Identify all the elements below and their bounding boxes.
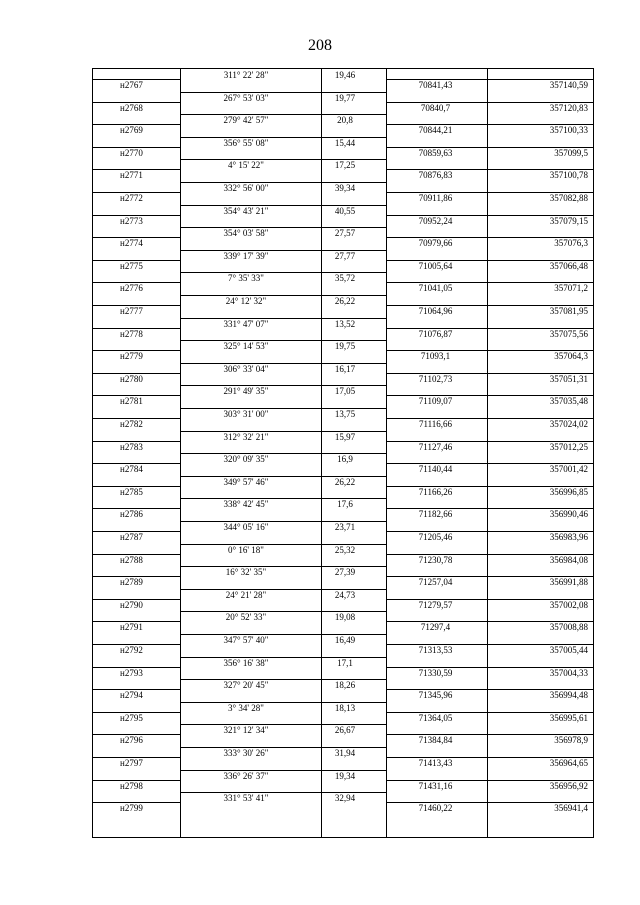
point-y-coordinate: 356984,08 bbox=[549, 554, 588, 565]
leg-bearing: 24° 21' 28" bbox=[225, 589, 267, 600]
point-x-coordinate: 71297,4 bbox=[420, 622, 451, 633]
point-y-coordinate: 357100,78 bbox=[549, 170, 588, 181]
point-y-coordinate: 357100,33 bbox=[549, 125, 588, 136]
point-name: н2783 bbox=[120, 441, 143, 452]
point-name: н2768 bbox=[120, 102, 143, 113]
leg-distance: 16,9 bbox=[337, 454, 353, 465]
leg-bearing: 356° 16' 38" bbox=[223, 657, 269, 668]
point-name: н2778 bbox=[120, 328, 143, 339]
leg-distance: 27,77 bbox=[334, 250, 356, 261]
leg-bearing: 354° 43' 21" bbox=[223, 205, 269, 216]
leg-bearing: 20° 52' 33" bbox=[225, 612, 267, 623]
leg-bearing: 7° 35' 33" bbox=[228, 273, 264, 284]
point-name: н2777 bbox=[120, 306, 143, 316]
leg-distance: 31,94 bbox=[334, 748, 356, 758]
point-name: н2798 bbox=[120, 780, 143, 791]
leg-bearing: 16° 32' 35" bbox=[225, 567, 267, 578]
point-name: н2781 bbox=[120, 396, 143, 407]
point-name: н2782 bbox=[120, 419, 143, 429]
leg-distance: 13,52 bbox=[334, 318, 356, 329]
point-name: н2793 bbox=[120, 667, 143, 678]
point-y-coordinate: 357076,3 bbox=[554, 238, 588, 249]
point-y-coordinate: 357099,5 bbox=[554, 147, 588, 158]
leg-bearing: 303° 31' 00" bbox=[223, 409, 269, 419]
point-y-coordinate: 357001,42 bbox=[549, 464, 588, 475]
point-y-coordinate: 357008,88 bbox=[549, 622, 588, 633]
leg-distance: 40,55 bbox=[334, 205, 356, 216]
point-x-coordinate: 71279,57 bbox=[418, 599, 453, 610]
point-x-coordinate: 71257,04 bbox=[418, 577, 453, 588]
point-y-coordinate: 357081,95 bbox=[549, 306, 588, 316]
leg-bearing: 291° 49' 35" bbox=[223, 386, 269, 397]
point-x-coordinate: 71140,44 bbox=[418, 464, 453, 475]
point-name: н2774 bbox=[120, 238, 143, 249]
point-name: н2776 bbox=[120, 283, 143, 294]
leg-distance: 24,73 bbox=[334, 589, 356, 600]
point-x-coordinate: 70979,66 bbox=[418, 238, 453, 249]
point-x-coordinate: 71431,16 bbox=[418, 780, 453, 791]
point-y-coordinate: 356941,4 bbox=[554, 803, 588, 814]
point-x-coordinate: 71182,66 bbox=[418, 509, 453, 520]
leg-bearing: 279° 42' 57" bbox=[223, 115, 269, 126]
point-x-coordinate: 71109,07 bbox=[418, 396, 453, 407]
point-y-coordinate: 356983,96 bbox=[549, 532, 588, 542]
point-y-coordinate: 356994,48 bbox=[549, 690, 588, 701]
point-y-coordinate: 357005,44 bbox=[549, 645, 588, 655]
leg-distance: 20,8 bbox=[337, 115, 353, 126]
point-x-coordinate: 70844,21 bbox=[418, 125, 453, 136]
point-name: н2775 bbox=[120, 260, 143, 271]
point-y-coordinate: 357002,08 bbox=[549, 599, 588, 610]
point-x-coordinate: 71116,66 bbox=[418, 419, 453, 429]
leg-bearing: 3° 34' 28" bbox=[228, 702, 264, 713]
leg-distance: 13,75 bbox=[334, 409, 356, 419]
point-x-coordinate: 70840,7 bbox=[420, 102, 451, 113]
page-number: 208 bbox=[308, 37, 332, 54]
point-name: н2790 bbox=[120, 599, 143, 610]
leg-bearing: 312° 32' 21" bbox=[223, 431, 269, 442]
leg-distance: 15,97 bbox=[334, 431, 356, 442]
point-name: н2779 bbox=[120, 351, 143, 362]
point-name: н2795 bbox=[120, 712, 143, 723]
point-x-coordinate: 71093,1 bbox=[420, 351, 451, 362]
point-x-coordinate: 71313,53 bbox=[418, 645, 453, 655]
point-name: н2773 bbox=[120, 215, 143, 226]
point-x-coordinate: 71005,64 bbox=[418, 260, 453, 271]
coordinates-table bbox=[92, 68, 594, 838]
point-x-coordinate: 71127,46 bbox=[418, 441, 453, 452]
point-name: н2767 bbox=[120, 80, 143, 90]
point-name: н2796 bbox=[120, 735, 143, 746]
point-y-coordinate: 356996,85 bbox=[549, 486, 588, 497]
leg-distance: 27,39 bbox=[334, 567, 356, 578]
point-x-coordinate: 71460,22 bbox=[418, 803, 453, 814]
point-y-coordinate: 357120,83 bbox=[549, 102, 588, 113]
leg-distance: 35,72 bbox=[334, 273, 356, 284]
leg-distance: 26,67 bbox=[334, 725, 356, 736]
point-x-coordinate: 71364,05 bbox=[418, 712, 453, 723]
leg-bearing: 336° 26' 37" bbox=[223, 770, 269, 781]
point-y-coordinate: 356978,9 bbox=[554, 735, 588, 746]
point-name: н2770 bbox=[120, 147, 143, 158]
point-name: н2794 bbox=[120, 690, 143, 701]
point-y-coordinate: 357024,02 bbox=[549, 419, 588, 429]
point-name: н2789 bbox=[120, 577, 143, 588]
point-y-coordinate: 356991,88 bbox=[549, 577, 588, 588]
point-y-coordinate: 357075,56 bbox=[549, 328, 588, 339]
point-name: н2797 bbox=[120, 758, 143, 768]
point-y-coordinate: 357012,25 bbox=[549, 441, 588, 452]
point-x-coordinate: 71413,43 bbox=[418, 758, 453, 768]
point-x-coordinate: 71345,96 bbox=[418, 690, 453, 701]
leg-distance: 19,77 bbox=[334, 92, 356, 103]
leg-distance: 32,94 bbox=[334, 793, 356, 804]
point-x-coordinate: 70841,43 bbox=[418, 80, 453, 90]
leg-distance: 18,13 bbox=[334, 702, 356, 713]
point-x-coordinate: 71102,73 bbox=[418, 373, 453, 384]
point-name: н2780 bbox=[120, 373, 143, 384]
leg-bearing: 325° 14' 53" bbox=[223, 341, 269, 352]
point-name: н2786 bbox=[120, 509, 143, 520]
leg-bearing: 321° 12' 34" bbox=[223, 725, 269, 736]
leg-bearing: 347° 57' 40" bbox=[223, 635, 269, 645]
point-y-coordinate: 357082,88 bbox=[549, 193, 588, 203]
point-name: н2772 bbox=[120, 193, 143, 203]
point-y-coordinate: 357066,48 bbox=[549, 260, 588, 271]
leg-bearing: 311° 22' 28" bbox=[223, 70, 269, 80]
point-x-coordinate: 71330,59 bbox=[418, 667, 453, 678]
point-y-coordinate: 357064,3 bbox=[554, 351, 588, 362]
point-y-coordinate: 357051,31 bbox=[549, 373, 588, 384]
leg-bearing: 333° 30' 26" bbox=[223, 748, 269, 758]
leg-bearing: 0° 16' 18" bbox=[228, 544, 264, 555]
point-x-coordinate: 71166,26 bbox=[418, 486, 453, 497]
leg-bearing: 320° 09' 35" bbox=[223, 454, 269, 465]
point-x-coordinate: 71230,78 bbox=[418, 554, 453, 565]
leg-bearing: 327° 20' 45" bbox=[223, 680, 269, 691]
point-y-coordinate: 356964,65 bbox=[549, 758, 588, 768]
leg-bearing: 331° 53' 41" bbox=[223, 793, 269, 804]
point-name: н2771 bbox=[120, 170, 143, 181]
point-name: н2791 bbox=[120, 622, 143, 633]
point-name: н2799 bbox=[120, 803, 143, 814]
point-y-coordinate: 357071,2 bbox=[554, 283, 588, 294]
leg-bearing: 349° 57' 46" bbox=[223, 476, 269, 487]
point-y-coordinate: 357140,59 bbox=[549, 80, 588, 90]
point-name: н2769 bbox=[120, 125, 143, 136]
leg-distance: 26,22 bbox=[334, 476, 356, 487]
point-x-coordinate: 71076,87 bbox=[418, 328, 453, 339]
leg-distance: 15,44 bbox=[334, 137, 356, 148]
leg-bearing: 338° 42' 45" bbox=[223, 499, 269, 510]
point-y-coordinate: 357004,33 bbox=[549, 667, 588, 678]
leg-distance: 16,17 bbox=[334, 363, 356, 374]
leg-distance: 17,6 bbox=[337, 499, 353, 510]
leg-bearing: 24° 12' 32" bbox=[225, 296, 267, 306]
leg-bearing: 306° 33' 04" bbox=[223, 363, 269, 374]
leg-bearing: 339° 17' 39" bbox=[223, 250, 269, 261]
point-x-coordinate: 71064,96 bbox=[418, 306, 453, 316]
leg-bearing: 267° 53' 03" bbox=[223, 92, 269, 103]
leg-distance: 19,46 bbox=[334, 70, 356, 80]
point-y-coordinate: 357035,48 bbox=[549, 396, 588, 407]
column-divider bbox=[386, 69, 387, 837]
point-x-coordinate: 70911,86 bbox=[418, 193, 453, 203]
leg-bearing: 354° 03' 58" bbox=[223, 228, 269, 239]
leg-distance: 23,71 bbox=[334, 522, 356, 532]
point-name: н2788 bbox=[120, 554, 143, 565]
leg-bearing: 344° 05' 16" bbox=[223, 522, 269, 532]
leg-bearing: 332° 56' 00" bbox=[223, 183, 269, 193]
point-x-coordinate: 70952,24 bbox=[418, 215, 453, 226]
point-x-coordinate: 71205,46 bbox=[418, 532, 453, 542]
point-y-coordinate: 356990,46 bbox=[549, 509, 588, 520]
leg-distance: 26,22 bbox=[334, 296, 356, 306]
point-name: н2792 bbox=[120, 645, 143, 655]
leg-distance: 17,1 bbox=[337, 657, 353, 668]
leg-distance: 19,08 bbox=[334, 612, 356, 623]
leg-distance: 19,34 bbox=[334, 770, 356, 781]
leg-distance: 17,25 bbox=[334, 160, 356, 171]
leg-distance: 25,32 bbox=[334, 544, 356, 555]
point-x-coordinate: 70859,63 bbox=[418, 147, 453, 158]
point-y-coordinate: 356956,92 bbox=[549, 780, 588, 791]
leg-distance: 39,34 bbox=[334, 183, 356, 193]
point-x-coordinate: 71384,84 bbox=[418, 735, 453, 746]
leg-distance: 19,75 bbox=[334, 341, 356, 352]
leg-distance: 27,57 bbox=[334, 228, 356, 239]
leg-distance: 16,49 bbox=[334, 635, 356, 645]
point-y-coordinate: 356995,61 bbox=[549, 712, 588, 723]
point-x-coordinate: 71041,05 bbox=[418, 283, 453, 294]
point-name: н2784 bbox=[120, 464, 143, 475]
point-name: н2787 bbox=[120, 532, 143, 542]
leg-bearing: 331° 47' 07" bbox=[223, 318, 269, 329]
point-y-coordinate: 357079,15 bbox=[549, 215, 588, 226]
leg-distance: 17,05 bbox=[334, 386, 356, 397]
leg-bearing: 4° 15' 22" bbox=[228, 160, 264, 171]
leg-bearing: 356° 55' 08" bbox=[223, 137, 269, 148]
point-name: н2785 bbox=[120, 486, 143, 497]
point-x-coordinate: 70876,83 bbox=[418, 170, 453, 181]
leg-distance: 18,26 bbox=[334, 680, 356, 691]
